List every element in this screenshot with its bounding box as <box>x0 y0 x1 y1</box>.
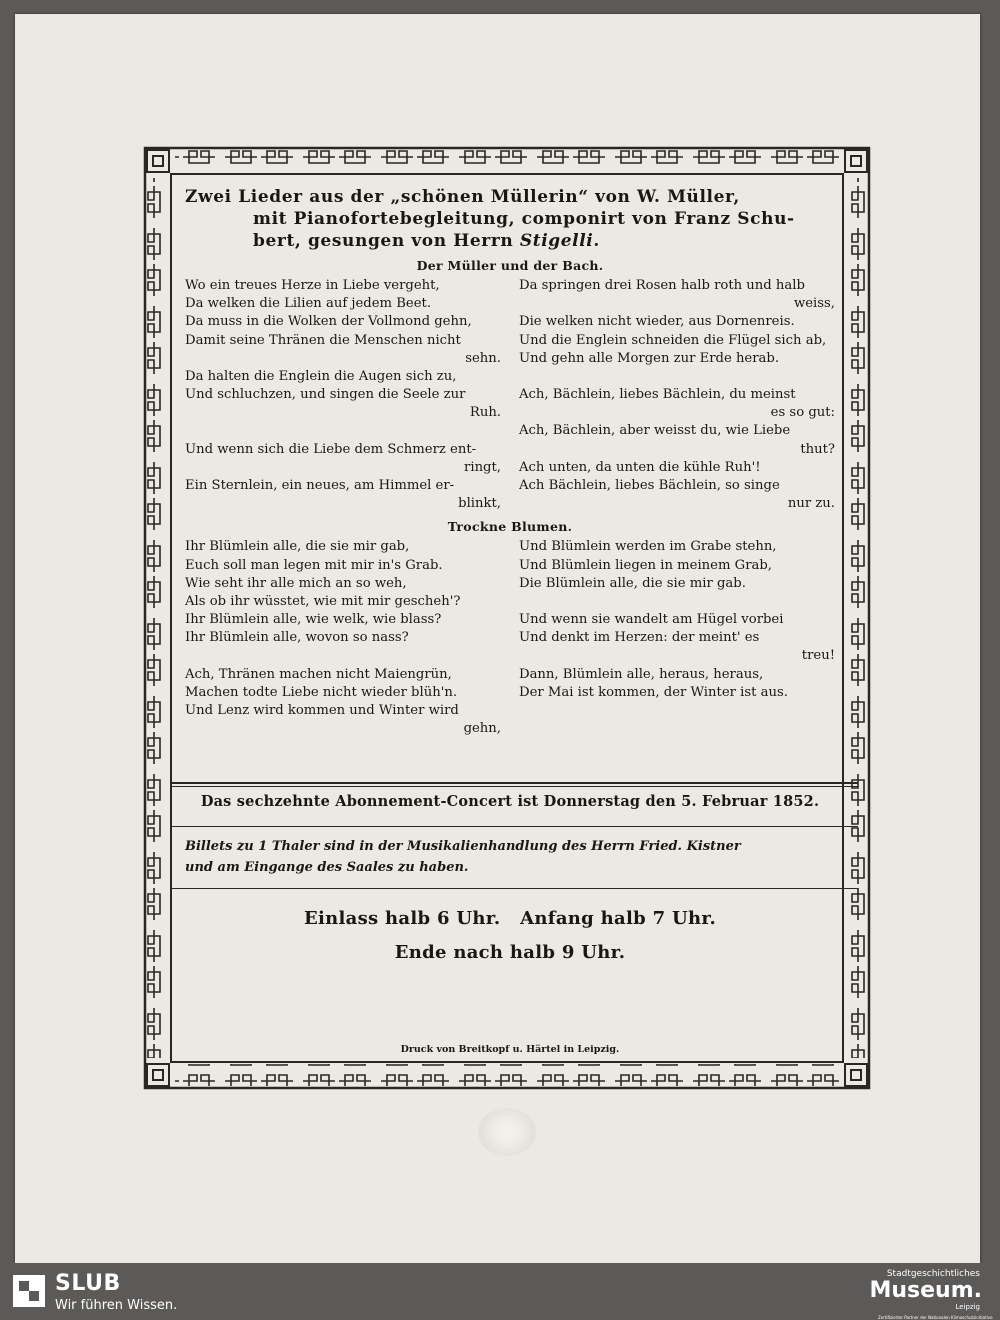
verse-line: Wo ein treues Herze in Liebe vergeht, <box>185 278 440 293</box>
divider-rule <box>170 888 858 889</box>
slub-tagline: Wir führen Wissen. <box>55 1298 178 1313</box>
verse-line: Ihr Blümlein alle, wovon so nass? <box>185 630 409 646</box>
verse-line: Ach, Bächlein, liebes Bächlein, du meinst <box>519 387 796 403</box>
verse-line: Und Blümlein liegen in meinem Grab, <box>519 557 773 573</box>
verse-line: Damit seine Thränen die Menschen nicht <box>185 332 461 348</box>
verse-line: Der Mai ist kommen, der Winter ist aus. <box>519 684 788 700</box>
verse-line: Und gehn alle Morgen zur Erde herab. <box>519 350 780 366</box>
concert-times <box>185 902 835 970</box>
verse-line: treu! <box>801 648 835 664</box>
verse-column-right <box>519 538 835 738</box>
verse-line: Ein Sternlein, ein neues, am Himmel er- <box>185 478 455 494</box>
museum-name: Museum. <box>869 1278 982 1303</box>
stanza-gap <box>519 593 835 611</box>
verse-line: ringt, <box>464 459 501 475</box>
verse-line: Und schluchzen, und singen die Seele zur <box>185 387 466 403</box>
verse-line: Die welken nicht wieder, aus Dornenreis. <box>519 314 795 330</box>
stanza-gap <box>185 423 501 441</box>
verse-line: Und Lenz wird kommen und Winter wird <box>185 703 459 719</box>
divider-rule <box>170 826 858 827</box>
verse-line: Und denkt im Herzen: der meint' es <box>519 630 760 646</box>
museum-partner-note: Zertifizierter Partner der Nationalen Klimaschutzinitiative <box>878 1315 993 1320</box>
stanza-gap <box>185 648 501 666</box>
ticket-info <box>185 836 835 878</box>
verse-line: Da welken die Lilien auf jedem Beet. <box>185 296 432 312</box>
ticket-info-line: und am Eingange des Saales zu haben. <box>185 860 469 875</box>
concert-announcement: Das sechzehnte Abonnement-Concert ist Donnerstag den 5. Februar 1852. <box>200 793 820 810</box>
verse-line: Ruh. <box>469 405 501 421</box>
footer-bar <box>0 1263 1000 1319</box>
verse-line: Ihr Blümlein alle, wie welk, wie blass? <box>185 612 442 628</box>
verse-line: Da muss in die Wolken der Vollmond gehn, <box>185 314 472 330</box>
slub-logo-icon <box>13 1275 45 1307</box>
verse-line: sehn. <box>465 350 501 366</box>
main-text <box>185 186 835 738</box>
verse-line: Und wenn sie wandelt am Hügel vorbei <box>519 612 784 628</box>
museum-city: Leipzig <box>955 1303 980 1311</box>
song-title: Trockne Blumen. <box>447 519 573 535</box>
verse-line: Ihr Blümlein alle, die sie mir gab, <box>185 539 410 555</box>
verse-line: blinkt, <box>458 496 501 512</box>
verse-line: Und die Englein schneiden die Flügel sich ab, <box>519 332 827 348</box>
verse-line: Als ob ihr wüsstet, wie mit mir gescheh'? <box>185 594 461 610</box>
verse-line: Ach, Bächlein, aber weisst du, wie Liebe <box>519 423 791 439</box>
stanza-gap <box>519 368 835 386</box>
heading-line: bert, gesungen von Herrn Stigelli. <box>253 231 600 251</box>
divider-rule <box>170 786 858 787</box>
heading <box>185 186 835 252</box>
verse-line: gehn, <box>463 721 501 737</box>
verse-column-left <box>185 277 501 513</box>
verse-line: es so gut: <box>770 405 835 421</box>
verse-column-left <box>185 538 501 738</box>
verse-line: Ach Bächlein, liebes Bächlein, so singe <box>519 478 780 494</box>
verse-line: weiss, <box>793 296 835 312</box>
verse-line: nur zu. <box>787 496 835 512</box>
verse-line: Ach unten, da unten die kühle Ruh'! <box>519 459 761 475</box>
verse-line: thut? <box>800 441 835 457</box>
verse-line: Und Blümlein werden im Grabe stehn, <box>519 539 777 555</box>
verse-line: Da springen drei Rosen halb roth und halb <box>519 278 805 293</box>
printer-imprint: Druck von Breitkopf u. Härtel in Leipzig. <box>400 1044 620 1055</box>
verse-line: Wie seht ihr alle mich an so weh, <box>185 575 407 591</box>
museum-label-top: Stadtgeschichtliches <box>886 1269 980 1279</box>
verse-line: Dann, Blümlein alle, heraus, heraus, <box>519 666 764 682</box>
song-title: Der Müller und der Bach. <box>416 258 604 273</box>
verse-line: Machen todte Liebe nicht wieder blüh'n. <box>185 684 458 700</box>
heading-line: mit Pianofortebegleitung, componirt von Franz Schu- <box>253 209 795 229</box>
divider-rule <box>170 782 858 784</box>
verse-line: Ach, Thränen machen nicht Maiengrün, <box>185 666 452 682</box>
slub-name: SLUB <box>55 1271 121 1296</box>
times-line: Ende nach halb 9 Uhr. <box>394 942 626 963</box>
song-verses <box>185 277 835 513</box>
verse-line: Und wenn sich die Liebe dem Schmerz ent- <box>185 441 477 457</box>
verse-line: Euch soll man legen mit mir in's Grab. <box>185 557 443 573</box>
heading-line: Zwei Lieder aus der „schönen Müllerin“ von W. Müller, <box>185 187 740 207</box>
embossed-stamp <box>478 1108 536 1156</box>
verse-line: Da halten die Englein die Augen sich zu, <box>185 369 457 385</box>
verse-column-right <box>519 277 835 513</box>
ticket-info-line: Billets zu 1 Thaler sind in der Musikalienhandlung des Herrn Fried. Kistner <box>185 839 741 854</box>
verse-line: Die Blümlein alle, die sie mir gab. <box>519 575 746 591</box>
song-verses <box>185 538 835 738</box>
singer-name: Stigelli <box>519 231 594 251</box>
times-line: Einlass halb 6 Uhr. Anfang halb 7 Uhr. <box>303 908 717 929</box>
